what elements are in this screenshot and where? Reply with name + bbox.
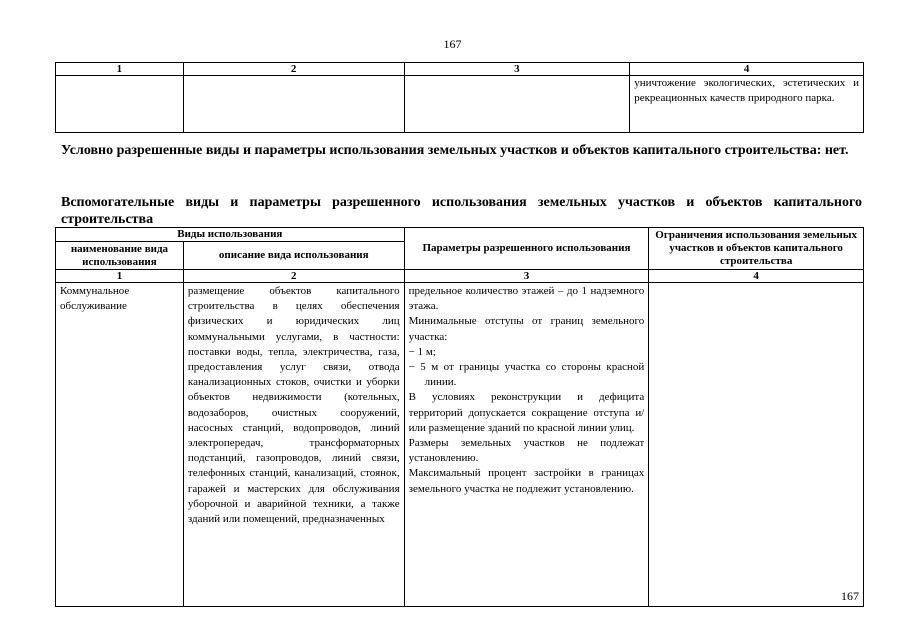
- cell-restrictions: [649, 283, 864, 607]
- table-row: [56, 76, 864, 133]
- heading-auxiliary-uses: Вспомогательные виды и параметры разрешенного использования земельных участков и объектов капитального строительства: [61, 195, 862, 227]
- col-number-2: 2: [183, 63, 404, 76]
- col-number-1: 1: [56, 63, 184, 76]
- auxiliary-uses-table: [55, 227, 864, 607]
- column-number-row: [56, 63, 864, 76]
- column-number-row: [56, 270, 864, 283]
- col-number-1: 1: [56, 270, 184, 283]
- col-number-3: 3: [404, 63, 630, 76]
- param-reconstruction: В условиях реконструкции и дефицита территорий допускается сокращение отступа и/или размещение зданий по красной линии улиц.: [408, 391, 645, 434]
- header-name: наименование вида использования: [56, 242, 184, 270]
- usage-description: размещение объектов капитального строительства в целях обеспечения физических и юридических лиц коммунальными услугами, в частности: поставки воды, тепла, электричества, газа, предоставления услуг связи, отвода канализационных стоков, очистки и уборки объектов недвижимости (котельных, водозаборов, очистных сооружений, насосных станций, водопроводов, линий электропередач, трансформаторных подстанций, газопроводов, линий связи, телефонных станций, канализаций, стоянок, гаражей и мастерских для обслуживания уборочной и аварийной техники, а также зданий или помещений, предназначенных: [187, 285, 400, 526]
- cell-4: уничтожение экологических, эстетических и рекреационных качеств природного парка.: [630, 76, 864, 133]
- continuation-table: [55, 62, 864, 133]
- param-plot-sizes: Размеры земельных участков не подлежат установлению.: [408, 437, 645, 465]
- cell-1: [56, 76, 184, 133]
- param-min-setbacks: Минимальные отступы от границ земельного участка:: [408, 315, 645, 343]
- header-restrictions: Ограничения использования земельных участков и объектов капитального строительства: [649, 228, 864, 270]
- col-number-4: 4: [630, 63, 864, 76]
- col-number-2: 2: [183, 270, 404, 283]
- page-number-bottom: 167: [841, 589, 859, 603]
- cell-description: [183, 283, 404, 607]
- header-usage-types: Виды использования: [56, 228, 405, 242]
- restrictions-text: [653, 284, 859, 605]
- param-build-percent: Максимальный процент застройки в границах земельного участка не подлежит установлению.: [408, 467, 645, 495]
- cell-parameters: [404, 283, 649, 607]
- col-number-3: 3: [404, 270, 649, 283]
- header-parameters: Параметры разрешенного использования: [404, 228, 649, 270]
- parameters-block: [409, 284, 645, 605]
- param-setback-5m: − 5 м от границы участка со стороны красной линии.: [408, 361, 645, 389]
- header-description: описание вида использования: [183, 242, 404, 270]
- page-number-top: 167: [443, 37, 462, 51]
- col-number-4: 4: [649, 270, 864, 283]
- heading-conditional-uses: Условно разрешенные виды и параметры использования земельных участков и объектов капитального строительства: нет.: [61, 143, 849, 158]
- cell-3: [404, 76, 630, 133]
- param-setback-1m: − 1 м;: [408, 345, 436, 358]
- table-row: [56, 283, 864, 607]
- usage-name: Коммунальное обслуживание: [60, 285, 130, 313]
- cell-name: [56, 283, 184, 607]
- param-max-floors: предельное количество этажей – до 1 надземного этажа.: [408, 285, 645, 313]
- cell-2: [183, 76, 404, 133]
